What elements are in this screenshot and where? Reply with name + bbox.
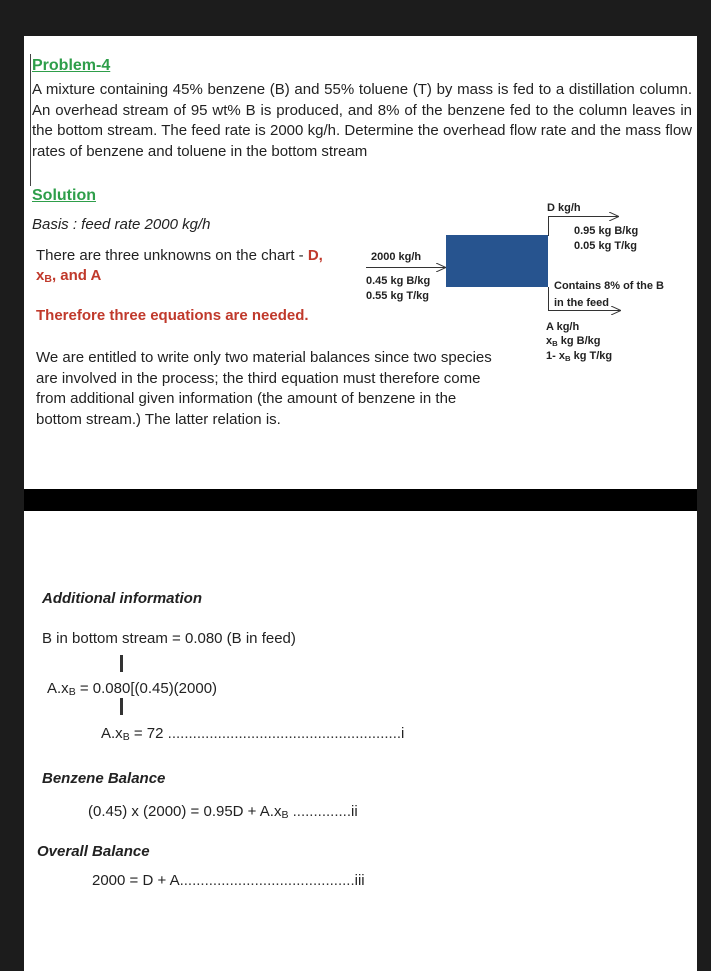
eq2-label: ii xyxy=(351,803,358,820)
feed-toluene-fraction: 0.55 kg T/kg xyxy=(366,290,429,302)
bottom-stream-line xyxy=(548,310,620,311)
bottom-xb-sub: B xyxy=(552,339,558,348)
unknown-xb: x xyxy=(36,267,45,284)
unknowns-line-1 xyxy=(36,247,323,264)
eq1b-prefix: A.x xyxy=(101,725,123,742)
page-separator xyxy=(24,489,697,511)
feed-benzene-fraction: 0.45 kg B/kg xyxy=(366,275,431,287)
eq1a-prefix: A.x xyxy=(47,680,69,697)
equation-1a xyxy=(47,680,217,698)
eq3-label: iii xyxy=(354,872,365,889)
eq2-leader-dots: .............. xyxy=(292,803,351,820)
eq1a-sub: B xyxy=(68,686,76,698)
eq1-leader-dots: ........................................................ xyxy=(167,725,402,742)
distillation-column xyxy=(446,235,548,287)
equation-2 xyxy=(88,803,358,821)
left-margin-rule xyxy=(30,54,31,186)
eq3-text: 2000 = D + A xyxy=(92,872,180,889)
problem-statement: A mixture containing 45% benzene (B) and 55% toluene (T) by mass is fed to a distillation column. An overhead stream of 95 wt% B is produced, and 8% of the benzene fed to the column leaves in the bottom stream. The feed rate is 2000 kg/h. Determine the overhead flow rate and the mass flow rates of benzene and toluene in the bottom stream xyxy=(32,81,692,160)
solution-title: Solution xyxy=(32,187,96,204)
bottom-rate-label: A kg/h xyxy=(546,321,580,333)
material-balance-paragraph: We are entitled to write only two material balances since two species are involved in the process; the third equation must therefore come from additional given information (the amount of benzene in the bottom stream.) The latter relation is. xyxy=(36,349,492,428)
top-benzene-fraction: 0.95 kg B/kg xyxy=(574,225,639,237)
therefore-line: Therefore three equations are needed. xyxy=(36,307,309,324)
unknown-xb-sub: B xyxy=(44,273,52,285)
additional-info-title: Additional information xyxy=(42,590,202,607)
overall-balance-title: Overall Balance xyxy=(37,843,150,860)
top-stream-riser xyxy=(548,216,549,236)
relation-arrow-2 xyxy=(120,698,123,715)
unknowns-text: There are three unknowns on the chart - xyxy=(36,247,308,264)
bottom-t-text: kg T/kg xyxy=(573,350,613,362)
unknowns-line-2: $x_B$, and A xyxy=(36,267,102,285)
benzene-balance-title: Benzene Balance xyxy=(42,770,166,787)
bottom-benzene-fraction: $x_B$ kg B/kg xyxy=(546,335,601,348)
eq1b-rest: = 72 xyxy=(129,725,164,742)
equation-1b xyxy=(101,725,404,743)
bottom-t-prefix: 1- x xyxy=(546,350,565,362)
eq2-sub: B xyxy=(281,809,289,821)
top-stream-line xyxy=(548,216,618,217)
eq1a-rest: = 0.080[(0.45)(2000) xyxy=(75,680,218,697)
bottom-t-sub: B xyxy=(564,354,571,363)
top-rate-label: D kg/h xyxy=(547,202,581,214)
eq2-text: (0.45) x (2000) = 0.95D + A.x xyxy=(88,803,282,820)
problem-title: Problem-4 xyxy=(32,57,111,74)
unknown-a: and A xyxy=(60,267,102,284)
unknown-d: D, xyxy=(307,247,323,264)
bottom-arrow-icon xyxy=(611,306,621,315)
eq1-label: i xyxy=(401,725,405,742)
bottom-b-text: kg B/kg xyxy=(560,335,601,347)
eq3-leader-dots: .......................................... xyxy=(179,872,355,889)
basis-line: Basis : feed rate 2000 kg/h xyxy=(32,216,211,233)
additional-relation: B in bottom stream = 0.080 (B in feed) xyxy=(42,630,296,647)
feed-arrow-icon xyxy=(436,263,446,272)
eq1b-sub: B xyxy=(122,731,130,743)
equation-3 xyxy=(92,872,365,889)
feed-stream-line xyxy=(366,267,446,268)
bottom-stream-drop xyxy=(548,287,549,310)
bottom-toluene-fraction xyxy=(546,350,612,365)
contains-note-1: Contains 8% of the B xyxy=(554,280,665,292)
top-arrow-icon xyxy=(609,212,619,221)
relation-arrow-1 xyxy=(120,655,123,672)
top-toluene-fraction: 0.05 kg T/kg xyxy=(574,240,637,252)
contains-note-2: in the feed xyxy=(554,297,610,309)
feed-rate-label: 2000 kg/h xyxy=(371,251,422,263)
